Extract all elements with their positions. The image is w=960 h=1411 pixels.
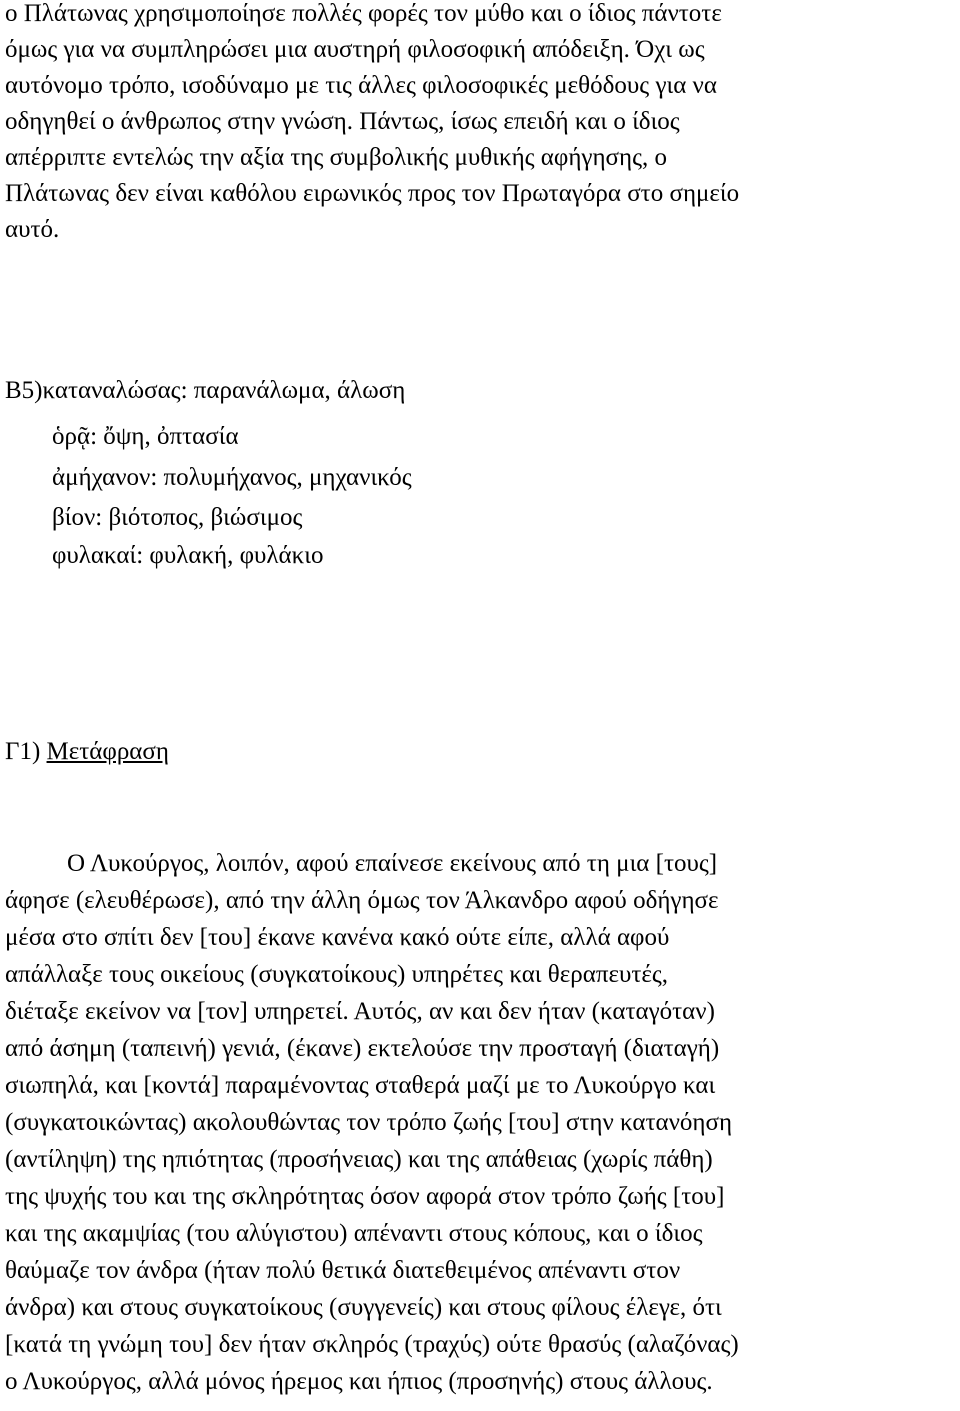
- section-g1-title: Μετάφραση: [46, 738, 169, 765]
- text-line: ο Πλάτωνας χρησιμοποίησε πολλές φορές τον μύθο και ο ίδιος πάντοτε: [5, 0, 722, 27]
- text-line: και της ακαμψίας (του αλύγιστου) απέναντι στους κόπους, και ο ίδιος: [5, 1220, 703, 1247]
- text-line: (συγκατοικώντας) ακολουθώντας τον τρόπο ζωής [του] στην κατανόηση: [5, 1109, 733, 1136]
- text-line: της ψυχής του και της σκληρότητας όσον αφορά στον τρόπο ζωής [του]: [5, 1183, 725, 1210]
- text-line: ο Λυκούργος, αλλά μόνος ήρεμος και ήπιος (προσηνής) στους άλλους.: [5, 1368, 713, 1395]
- vocab-entry: φυλακαί: φυλακή, φυλάκιο: [52, 542, 324, 569]
- text-line: Πλάτωνας δεν είναι καθόλου ειρωνικός προς τον Πρωταγόρα στο σημείο: [5, 180, 740, 207]
- text-line: όμως για να συμπληρώσει μια αυστηρή φιλοσοφική απόδειξη. Όχι ως: [5, 36, 705, 63]
- text-line: άνδρα) και στους συγκατοίκους (συγγενείς) και στους φίλους έλεγε, ότι: [5, 1294, 722, 1321]
- text-line: διέταξε εκείνον να [τον] υπηρετεί. Αυτός, αν και δεν ήταν (καταγόταν): [5, 998, 715, 1025]
- text-line: άφησε (ελευθέρωσε), από την άλλη όμως τον Άλκανδρο αφού οδήγησε: [5, 887, 719, 914]
- text-line: Ο Λυκούργος, λοιπόν, αφού επαίνεσε εκείνους από τη μια [τους]: [67, 850, 718, 877]
- text-line: αυτό.: [5, 216, 60, 243]
- section-g1-label: Γ1): [5, 738, 47, 765]
- vocab-entry: καταναλώσας: παρανάλωμα, άλωση: [42, 377, 406, 404]
- text-line: θαύμαζε τον άνδρα (ήταν πολύ θετικά διατεθειμένος απέναντι στον: [5, 1257, 681, 1284]
- text-line: απάλλαξε τους οικείους (συγκατοίκους) υπηρέτες και θεραπευτές,: [5, 961, 669, 988]
- text-line: σιωπηλά, και [κοντά] παραμένοντας σταθερά μαζί με το Λυκούργο και: [5, 1072, 716, 1099]
- text-line: αυτόνομο τρόπο, ισοδύναμο με τις άλλες φιλοσοφικές μεθόδους για να: [5, 72, 717, 99]
- section-b5-first-line: [5, 373, 405, 409]
- section-g1-heading: [5, 734, 169, 770]
- text-line: μέσα στο σπίτι δεν [του] έκανε κανένα κακό ούτε είπε, αλλά αφού: [5, 924, 670, 951]
- vocab-entry: ἀμήχανον: πολυμήχανος, μηχανικός: [52, 464, 412, 491]
- text-line: από άσημη (ταπεινή) γενιά, (έκανε) εκτελούσε την προσταγή (διαταγή): [5, 1035, 720, 1062]
- text-line: [κατά τη γνώμη του] δεν ήταν σκληρός (τραχύς) ούτε θρασύς (αλαζόνας): [5, 1331, 739, 1358]
- section-b5-label: Β5): [5, 377, 43, 404]
- text-line: οδηγηθεί ο άνθρωπος στην γνώση. Πάντως, ίσως επειδή και ο ίδιος: [5, 108, 680, 135]
- vocab-entry: ὁρᾷ: ὄψη, ὀπτασία: [52, 423, 239, 450]
- text-line: (αντίληψη) της ηπιότητας (προσήνειας) και της απάθειας (χωρίς πάθη): [5, 1146, 713, 1173]
- text-line: απέρριπτε εντελώς την αξία της συμβολικής μυθικής αφήγησης, ο: [5, 144, 667, 171]
- vocab-entry: βίον: βιότοπος, βιώσιμος: [52, 504, 303, 531]
